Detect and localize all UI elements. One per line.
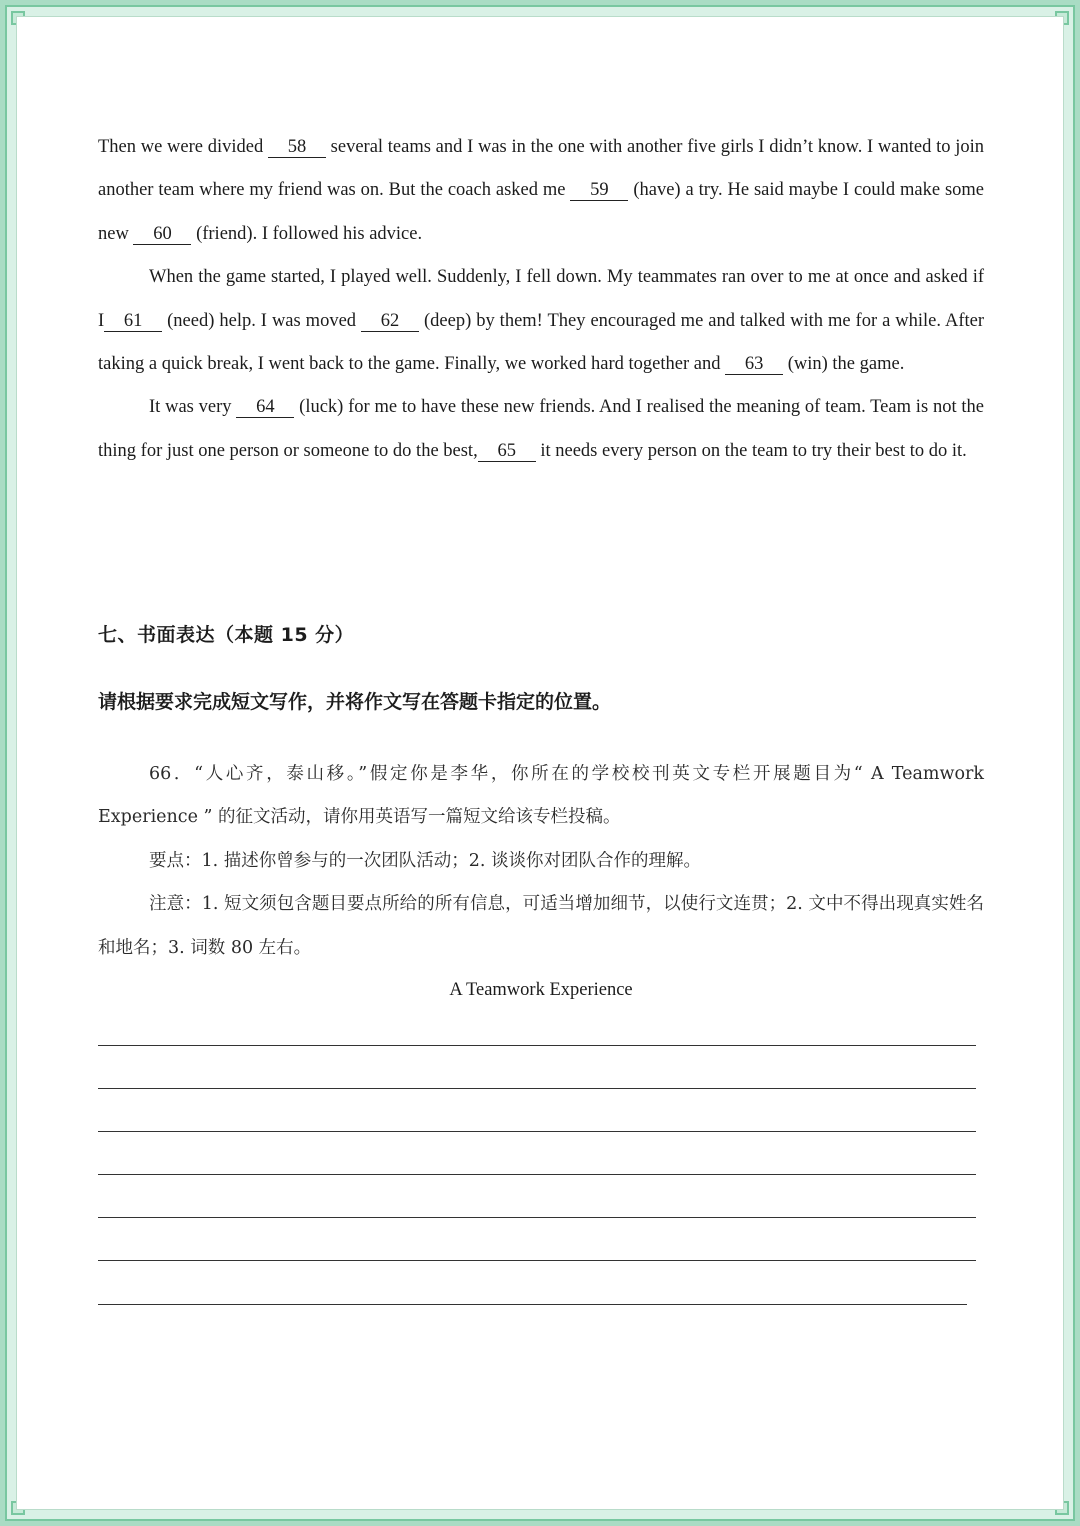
essay-title: A Teamwork Experience — [449, 980, 633, 1000]
section-instruction: 请根据要求完成短文写作，并将作文写在答题卡指定的位置。 — [98, 691, 612, 713]
passage-text: When the game started, I played well. Suddenly, I fell down. My teammates ran over to me at once and asked if I — [98, 267, 984, 331]
passage-text: several teams and I was in the one with another five girls I didn’t know. I wanted to join another team where my friend was on. But the coach asked me — [98, 137, 984, 201]
passage-text: (friend). I followed his advice. — [191, 223, 423, 244]
passage-text: (win) the game. — [783, 354, 905, 375]
writing-line[interactable] — [98, 1131, 976, 1132]
writing-line[interactable] — [98, 1217, 976, 1218]
cloze-passage — [98, 126, 984, 473]
blank-63[interactable]: 63 — [725, 354, 783, 375]
blank-60[interactable]: 60 — [133, 224, 191, 245]
passage-text: it needs every person on the team to try their best to do it. — [535, 440, 967, 461]
blank-61[interactable]: 61 — [104, 311, 162, 332]
passage-paragraph-2 — [98, 256, 984, 386]
writing-line[interactable] — [98, 1174, 976, 1175]
blank-64[interactable]: 64 — [236, 397, 294, 418]
writing-line[interactable] — [98, 1045, 976, 1046]
blank-62[interactable]: 62 — [361, 311, 419, 332]
blank-59[interactable]: 59 — [570, 180, 628, 201]
passage-text: (have) a try. He said maybe I could make some new — [98, 180, 984, 244]
blank-58[interactable]: 58 — [268, 137, 326, 158]
writing-task — [98, 753, 984, 970]
passage-paragraph-1 — [98, 126, 984, 256]
task-notes: 注意：1. 短文须包含题目要点所给的所有信息，可适当增加细节，以使行文连贯；2. 文中不得出现真实姓名和地名；3. 词数 80 左右。 — [98, 894, 984, 958]
passage-text: (deep) by them! They encouraged me and talked with me for a while. After taking a quick break, I went back to the game. Finally, we worked hard together and — [98, 310, 984, 375]
task-prompt: 66．“人心齐，泰山移。”假定你是李华，你所在的学校校刊英文专栏开展题目为“ A Teamwork Experience ” 的征文活动，请你用英语写一篇短文给该专栏投稿。 — [98, 764, 984, 828]
writing-line[interactable] — [98, 1260, 976, 1261]
passage-text: (luck) for me to have these new friends. And I realised the meaning of team. Team is not the thing for just one person or someone to do the best, — [98, 397, 984, 461]
passage-text: (need) help. I was moved — [162, 310, 362, 331]
blank-65[interactable]: 65 — [478, 441, 536, 462]
passage-text: Then we were divided — [98, 137, 268, 157]
passage-text: It was very — [149, 397, 237, 418]
section-title: 七、书面表达（本题 15 分） — [98, 624, 355, 646]
writing-line[interactable] — [98, 1088, 976, 1089]
task-points: 要点：1. 描述你曾参与的一次团队活动；2. 谈谈你对团队合作的理解。 — [149, 850, 702, 871]
passage-paragraph-3 — [98, 386, 984, 473]
writing-line[interactable] — [98, 1304, 967, 1305]
